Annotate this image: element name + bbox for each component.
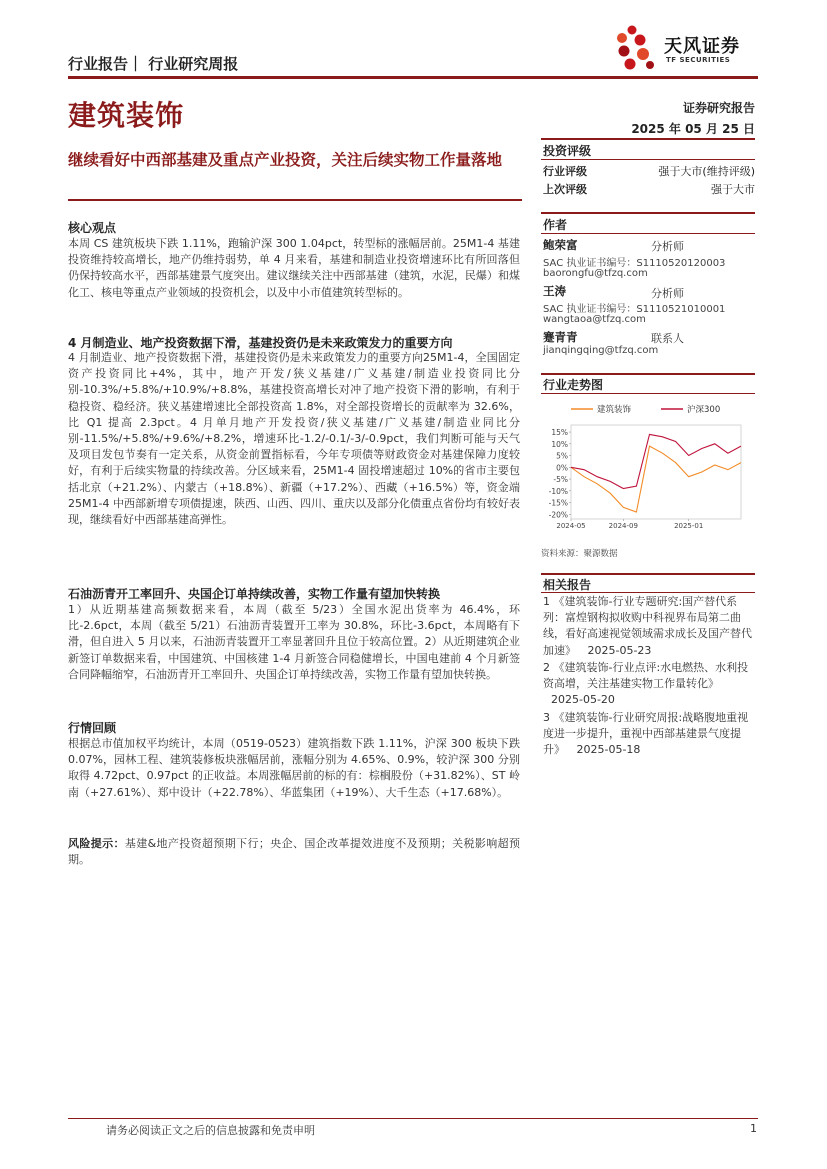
section-body-market: 根据总市值加权平均统计，本周（0519-0523）建筑指数下跌 1.11%，沪深 300 板块下跌 0.07%，园林工程、建筑装修板块涨幅居前，涨幅分别为 4.65%、0.9%，较沪深 300 分别取得 4.72pct、0.97pct 的正收益。本周涨幅居前的标的有：棕榈股份（+31.82%）、ST 岭南（+27.61%）、郑中设计（+22.78%）、华蓝集团（+19%）、大千生态（+17.68%）。 — [68, 737, 520, 799]
y-tick-label: 0% — [556, 463, 568, 473]
report-date: 2025 年 05 月 25 日 — [631, 122, 755, 136]
rating-title: 投资评级 — [543, 144, 592, 158]
rating-rule — [541, 159, 755, 160]
y-tick-label: 15% — [551, 428, 568, 438]
authors-rule — [541, 233, 755, 234]
industry-trend-chart — [541, 397, 755, 537]
footer-disclaimer[interactable]: 请务必阅读正文之后的信息披露和免责申明 — [106, 1124, 315, 1137]
breadcrumb: 行业报告｜ 行业研究周报 — [68, 55, 239, 73]
risk-label: 风险提示： — [68, 837, 125, 850]
y-tick-label: -20% — [548, 510, 568, 520]
headline-rule — [68, 199, 522, 201]
authors-top-rule — [541, 212, 755, 214]
author-name: 蹇青青 — [543, 330, 578, 344]
related-report-date: 2025-05-23 — [587, 643, 652, 657]
section-body-orders: 1）从近期基建高频数据来看，本周（截至 5/23）全国水泥出货率为 46.4%，环比-2.6pct，本周（截至 5/21）石油沥青装置开工率为 30.8%，环比-3.6pct，本周略有下滑，但自进入 5 月以来，石油沥青装置开工率显著回升且位于较高位置。2）从近期建筑企业新签订单数据来看，中国建筑、中国核建 1-4 月新签合同稳健增长，中国电建前 4 个月新签合同降幅缩窄，石油沥青开工率回升、央国企订单持续改善，实物工作量有望加快转换。 — [68, 603, 520, 681]
chart-source: 资料来源：聚源数据 — [541, 549, 618, 559]
rating-top-rule — [541, 138, 755, 140]
rating-key: 上次评级 — [543, 183, 587, 196]
rating-row-previous — [543, 181, 755, 197]
related-top-rule — [541, 573, 755, 575]
related-report-title[interactable]: 3 《建筑装饰-行业研究周报:战略腹地重视度进一步提升，重视中西部基建景气度提升》 — [543, 711, 749, 757]
section-title-investment: 4 月制造业、地产投资数据下滑，基建投资仍是未来政策发力的重要方向 — [68, 336, 453, 350]
trend-top-rule — [541, 373, 755, 375]
related-title: 相关报告 — [543, 578, 592, 592]
related-report-item[interactable] — [543, 710, 755, 759]
report-headline: 继续看好中西部基建及重点产业投资，关注后续实物工作量落地 — [68, 151, 503, 169]
y-tick-label: -15% — [548, 498, 568, 508]
author-email[interactable]: baorongfu@tfzq.com — [543, 268, 648, 279]
y-tick-label: 5% — [556, 451, 568, 461]
chart-plot-area — [571, 425, 741, 519]
y-tick-label: -10% — [548, 486, 568, 496]
report-type: 证券研究报告 — [682, 101, 755, 115]
authors-title: 作者 — [543, 218, 568, 232]
author-name: 鲍荣富 — [543, 238, 578, 252]
author-cert: SAC 执业证书编号：S1110520120003 — [543, 258, 726, 269]
related-report-date: 2025-05-18 — [576, 743, 641, 757]
related-report-title[interactable]: 1 《建筑装饰-行业专题研究:国产替代系列：富煌钢构拟收购中科视界布局第二曲线，看好高速视觉领域需求成长及国产替代加速》 — [543, 595, 752, 657]
trend-rule — [541, 393, 755, 394]
x-tick-label: 2025-01 — [674, 522, 704, 530]
footer-rule — [68, 1118, 758, 1119]
legend-label: 建筑装饰 — [597, 405, 632, 415]
section-title-market: 行情回顾 — [68, 721, 117, 735]
series-line-construction — [571, 446, 741, 512]
author-name: 王涛 — [543, 284, 566, 298]
related-report-title[interactable]: 2 《建筑装饰-行业点评:水电燃热、水利投资高增，关注基建实物工作量转化》 — [543, 661, 749, 691]
author-email[interactable]: wangtaoa@tfzq.com — [543, 314, 646, 325]
rating-key: 行业评级 — [543, 165, 587, 178]
risk-warning — [68, 836, 520, 868]
section-title-orders: 石油沥青开工率回升、央国企订单持续改善，实物工作量有望加快转换 — [68, 587, 441, 601]
author-email[interactable]: jianqingqing@tfzq.com — [543, 345, 659, 356]
legend-label: 沪深300 — [687, 405, 721, 415]
related-report-item[interactable] — [543, 594, 755, 659]
logo-mark-icon — [612, 24, 660, 72]
industry-title: 建筑装饰 — [68, 99, 185, 132]
author-cert: SAC 执业证书编号：S1110521010001 — [543, 304, 726, 315]
risk-body: 基建&地产投资超预期下行；央企、国企改革提效进度不及预期；关税影响超预期。 — [68, 837, 521, 867]
section-title-core: 核心观点 — [68, 221, 117, 235]
header-rule — [68, 76, 758, 79]
related-report-item[interactable] — [543, 660, 755, 709]
related-report-date: 2025-05-20 — [551, 693, 615, 707]
x-tick-label: 2024-05 — [556, 522, 586, 530]
y-tick-label: -5% — [553, 475, 568, 485]
author-role: 联系人 — [651, 332, 684, 345]
author-role: 分析师 — [651, 240, 684, 253]
section-body-core: 本周 CS 建筑板块下跌 1.11%，跑输沪深 300 1.04pct，转型标的涨幅居前。25M1-4 基建投资维持较高增长，地产仍维持弱势，单 4 月来看，基建和制造业投资增速环比有所回落但仍保持较高水平，西部基建景气度突出。建议继续关注中西部基建（建筑，水泥，民爆）和煤化工、核电等重点产业领域的投资机会，以及中小市值建筑转型标的。 — [68, 237, 520, 299]
company-logo — [612, 24, 762, 74]
rating-value: 强于大市(维持评级) — [658, 165, 755, 178]
series-line-hs300 — [571, 434, 741, 488]
logo-text-en: TF SECURITIES — [666, 56, 731, 64]
rating-row-current — [543, 163, 755, 179]
related-rule — [541, 592, 755, 593]
trend-title: 行业走势图 — [543, 378, 604, 392]
logo-text-cn: 天风证券 — [664, 36, 740, 57]
x-tick-label: 2024-09 — [608, 522, 638, 530]
y-tick-label: 10% — [551, 439, 568, 449]
page-number: 1 — [750, 1122, 757, 1135]
rating-value: 强于大市 — [711, 183, 755, 196]
author-role: 分析师 — [651, 287, 684, 300]
section-body-investment: 4 月制造业、地产投资数据下滑，基建投资仍是未来政策发力的重要方向25M1-4，全国固定资产投资同比+4%，其中，地产开发/狭义基建/广义基建/制造业投资同比分别-10.3%/+5.8%/+10.9%/+8.8%，基建投资高增长对冲了地产投资下滑的影响，有利于稳投资、稳经济。狭义基建增速比全部投资高 1.8%，对全部投资增长的贡献率为 32.6%，比 Q1 提高 2.3pct。4 月单月地产开发投资/狭义基建/广义基建/制造业同比分别-11.5%/+5.8%/+9.6%/+8.2%，增速环比-1.2/-0.1/-3/-0.9pct，我们判断可能与天气及项目发包节奏有一定关系，从资金前置指标看，今年专项债等财政资金对基建保障力度较好，有利于后续实物量的持续改善。分区域来看，25M1-4 固投增速超过 10%的省市主要包括北京（+21.2%）、内蒙古（+18.8%）、新疆（+17.2%）、西藏（+16.5%）等，资金端 25M1-4 中西部新增专项债提速，陕西、山西、四川、重庆以及部分化债重点省份均有较好表现，继续看好中西部基建高弹性。 — [68, 351, 520, 527]
